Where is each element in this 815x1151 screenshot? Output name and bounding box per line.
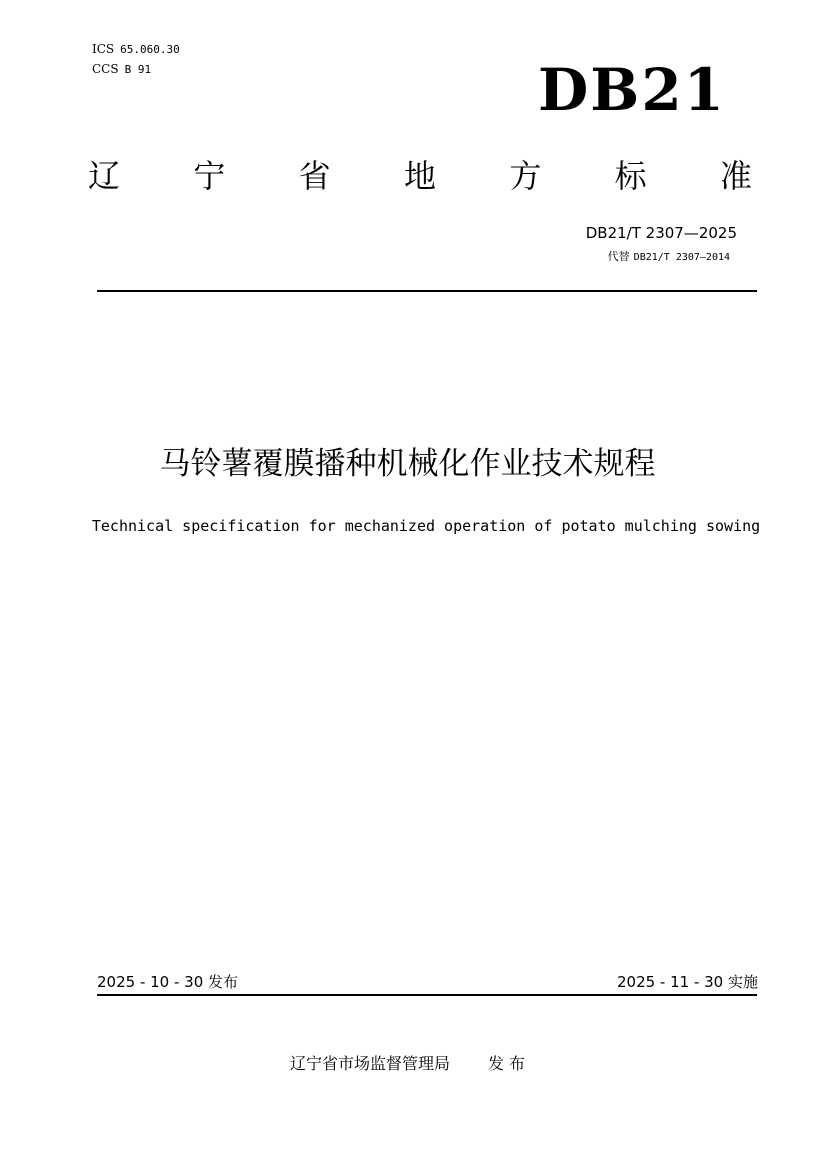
title-english: Technical specification for mechanized operation of potato mulching sowing — [91, 517, 761, 535]
issuer-action: 发 布 — [487, 1054, 526, 1073]
ccs-label: CCS — [92, 62, 119, 76]
footer-divider — [97, 994, 757, 996]
standard-type-char: 地 — [403, 157, 436, 195]
standard-type-char: 省 — [298, 157, 331, 195]
issue-date: 2025 - 10 - 30 发布 — [97, 973, 239, 991]
issuer-line — [0, 1054, 815, 1074]
db21-logo: DB21 — [538, 56, 727, 124]
ics-line — [92, 42, 180, 57]
standard-type-char: 方 — [509, 157, 542, 195]
standard-number: DB21/T 2307—2025 — [585, 224, 737, 242]
standard-type-char: 标 — [614, 157, 647, 195]
ics-label: ICS — [92, 42, 115, 56]
replaces-label: 代替 — [607, 250, 630, 263]
standard-type-char: 辽 — [88, 157, 121, 195]
replaces-code: DB21/T 2307—2014 — [633, 252, 730, 263]
issuer-name: 辽宁省市场监督管理局 — [289, 1054, 450, 1073]
title-chinese: 马铃薯覆膜播种机械化作业技术规程 — [159, 446, 656, 482]
standard-type-char: 宁 — [193, 157, 226, 195]
implement-date: 2025 - 11 - 30 实施 — [616, 973, 758, 991]
ics-code: 65.060.30 — [120, 43, 180, 56]
standard-type-char: 准 — [719, 157, 752, 195]
standard-type-heading — [88, 156, 752, 196]
ccs-line — [92, 62, 151, 77]
header-divider — [97, 290, 757, 292]
ccs-code: B 91 — [124, 63, 152, 76]
replaces-line — [608, 250, 730, 265]
